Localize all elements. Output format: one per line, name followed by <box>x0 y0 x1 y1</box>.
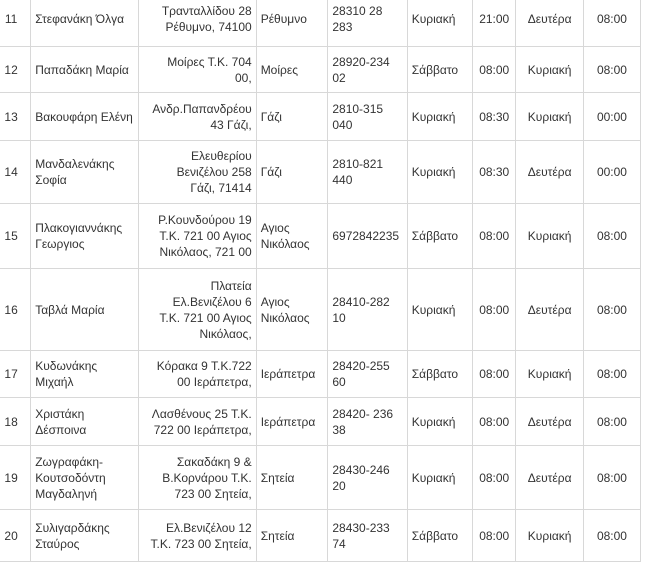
table-row <box>0 398 641 446</box>
row-number-cell: 19 <box>0 446 31 510</box>
duty-start-day-cell: Κυριακή <box>407 0 472 47</box>
pharmacist-name-cell <box>31 47 139 93</box>
duty-end-day-cell: Κυριακή <box>516 510 584 562</box>
duty-start-time-cell: 08:30 <box>473 141 516 204</box>
address-line: Νικόλαος, 721 00 <box>159 245 252 259</box>
phone-line: 2810-821 <box>332 157 384 171</box>
duty-start-day-cell: Σάββατο <box>407 351 472 398</box>
city-line: Ιεράπετρα <box>260 367 316 381</box>
duty-end-day-cell: Κυριακή <box>516 351 584 398</box>
pharmacist-name-line: Μιχαήλ <box>35 375 74 389</box>
pharmacist-name-line: Σοφία <box>35 173 67 187</box>
phone-line: 28420-255 <box>332 359 390 373</box>
city-cell <box>256 0 328 47</box>
phone-cell <box>328 398 407 446</box>
row-number-cell: 16 <box>0 269 31 351</box>
city-cell <box>256 446 328 510</box>
address-line: Ανδρ.Παπανδρέου <box>152 101 252 116</box>
pharmacist-name-cell <box>31 93 139 141</box>
address-line: Β.Κορνάρου Τ.Κ. <box>162 470 252 485</box>
address-line: Τρανταλλίδου 28 <box>161 3 252 18</box>
address-line: 723 00 Σητεία, <box>174 486 252 501</box>
phone-line: 040 <box>332 117 353 132</box>
row-number-cell: 20 <box>0 510 31 562</box>
duty-start-time-cell: 08:00 <box>473 47 516 93</box>
phone-cell <box>328 47 407 93</box>
pharmacist-name-cell <box>31 351 139 398</box>
pharmacist-name-cell <box>31 141 139 204</box>
duty-end-time-cell: 00:00 <box>583 93 640 141</box>
phone-line: 28430-246 <box>332 462 390 477</box>
duty-end-day-cell: Δευτέρα <box>516 269 584 351</box>
duty-start-day-cell: Κυριακή <box>407 269 472 351</box>
duty-start-day-cell: Σάββατο <box>407 510 472 562</box>
pharmacist-name-cell <box>31 398 139 446</box>
duty-start-day-cell: Κυριακή <box>407 93 472 141</box>
duty-end-time-cell: 08:00 <box>583 47 640 93</box>
city-line: Νικόλαος <box>260 237 310 251</box>
phone-cell <box>328 446 407 510</box>
duty-end-day-cell: Δευτέρα <box>516 0 584 47</box>
city-line: Νικόλαος <box>260 310 310 325</box>
pharmacist-name-line: Δέσποινα <box>35 422 87 437</box>
phone-line: 60 <box>332 375 346 389</box>
phone-line: 283 <box>332 19 353 34</box>
address-cell <box>139 446 256 510</box>
duty-end-time-cell: 00:00 <box>583 141 640 204</box>
city-line: Ρέθυμνο <box>260 11 307 26</box>
city-line: Σητεία <box>260 528 295 543</box>
city-line: Ιεράπετρα <box>260 414 316 429</box>
duty-end-time-cell: 08:00 <box>583 204 640 269</box>
city-line: Αγιος <box>260 221 290 235</box>
phone-line: 28430-233 <box>332 520 390 535</box>
table-row <box>0 93 641 141</box>
address-line: Λασθένους 25 Τ.Κ. <box>151 406 252 421</box>
duty-start-day-cell: Κυριακή <box>407 141 472 204</box>
duty-start-day-cell: Κυριακή <box>407 446 472 510</box>
duty-end-day-cell: Κυριακή <box>516 47 584 93</box>
address-cell <box>139 93 256 141</box>
address-line: Τ.Κ. 721 00 Αγιος <box>159 310 252 325</box>
address-line: Ρ.Κουνδούρου 19 <box>158 213 252 227</box>
phone-cell <box>328 351 407 398</box>
pharmacist-name-line: Ζωγραφάκη- <box>35 454 104 469</box>
pharmacist-name-cell <box>31 204 139 269</box>
row-number-cell: 12 <box>0 47 31 93</box>
phone-line: 28420- 236 <box>332 406 394 421</box>
duty-end-day-cell: Δευτέρα <box>516 398 584 446</box>
phone-line: 28920-234 <box>332 54 390 69</box>
address-line: 722 00 Ιεράπετρα, <box>153 422 252 437</box>
row-number-cell: 11 <box>0 0 31 47</box>
duty-end-time-cell: 08:00 <box>583 398 640 446</box>
duty-start-time-cell: 08:00 <box>473 204 516 269</box>
address-cell <box>139 47 256 93</box>
city-cell <box>256 93 328 141</box>
duty-end-day-cell: Δευτέρα <box>516 446 584 510</box>
address-line: Νικόλαος, <box>199 326 252 341</box>
phone-cell <box>328 93 407 141</box>
phone-cell <box>328 0 407 47</box>
pharmacist-name-line: Ταβλά Μαρία <box>35 302 105 317</box>
pharmacist-name-line: Γεωργιος <box>35 237 85 251</box>
address-cell <box>139 204 256 269</box>
address-line: Ρέθυμνο, 74100 <box>165 19 252 34</box>
duty-start-time-cell: 08:00 <box>473 510 516 562</box>
address-cell <box>139 141 256 204</box>
address-cell <box>139 0 256 47</box>
address-line: Γάζι, 71414 <box>190 181 252 195</box>
pharmacist-name-line: Χριστάκη <box>35 406 85 421</box>
row-number-cell: 18 <box>0 398 31 446</box>
pharmacist-name-line: Παπαδάκη Μαρία <box>35 62 129 77</box>
phone-cell <box>328 510 407 562</box>
duty-end-time-cell: 08:00 <box>583 269 640 351</box>
phone-cell <box>328 204 407 269</box>
table-row <box>0 204 641 269</box>
duty-start-time-cell: 21:00 <box>473 0 516 47</box>
phone-line: 28310 28 <box>332 3 383 18</box>
address-line: Ελ.Βενιζέλου 6 <box>172 294 252 309</box>
pharmacist-name-cell <box>31 0 139 47</box>
table-row <box>0 0 641 47</box>
city-cell <box>256 204 328 269</box>
pharmacist-name-line: Μανδαλενάκης <box>35 157 115 171</box>
duty-start-day-cell: Κυριακή <box>407 398 472 446</box>
phone-line: 02 <box>332 70 346 85</box>
address-line: Ελευθερίου <box>191 149 252 163</box>
city-cell <box>256 269 328 351</box>
duty-end-time-cell: 08:00 <box>583 0 640 47</box>
address-line: Τ.Κ. 723 00 Σητεία, <box>150 536 252 551</box>
phone-line: 28410-282 <box>332 294 390 309</box>
city-cell <box>256 398 328 446</box>
duty-start-time-cell: 08:00 <box>473 446 516 510</box>
row-number-cell: 15 <box>0 204 31 269</box>
city-line: Μοίρες <box>260 62 298 77</box>
row-number-cell: 17 <box>0 351 31 398</box>
address-line: Σακαδάκη 9 & <box>176 454 252 469</box>
city-line: Αγιος <box>260 294 290 309</box>
city-line: Γάζι <box>260 109 282 124</box>
pharmacist-name-cell <box>31 269 139 351</box>
duty-end-day-cell: Κυριακή <box>516 93 584 141</box>
address-cell <box>139 398 256 446</box>
duty-end-time-cell: 08:00 <box>583 510 640 562</box>
phone-cell <box>328 141 407 204</box>
phone-cell <box>328 269 407 351</box>
city-cell <box>256 141 328 204</box>
address-cell <box>139 510 256 562</box>
phone-line: 20 <box>332 478 346 493</box>
duty-start-time-cell: 08:30 <box>473 93 516 141</box>
duty-end-time-cell: 08:00 <box>583 351 640 398</box>
city-line: Σητεία <box>260 470 295 485</box>
city-line: Γάζι <box>260 165 282 179</box>
pharmacist-name-line: Συλιγαρδάκης <box>35 520 110 535</box>
pharmacist-name-line: Κουτσοδόντη <box>35 470 106 485</box>
table-row <box>0 141 641 204</box>
address-line: Μοίρες Τ.Κ. 704 <box>167 54 252 69</box>
phone-line: 38 <box>332 422 346 437</box>
table-row <box>0 269 641 351</box>
duty-start-time-cell: 08:00 <box>473 351 516 398</box>
duty-end-time-cell: 08:00 <box>583 446 640 510</box>
phone-line: 6972842235 <box>332 229 400 243</box>
duty-start-day-cell: Σάββατο <box>407 204 472 269</box>
pharmacist-name-line: Βακουφάρη Ελένη <box>35 109 133 124</box>
duty-start-day-cell: Σάββατο <box>407 47 472 93</box>
address-cell <box>139 351 256 398</box>
duty-end-day-cell: Κυριακή <box>516 204 584 269</box>
address-line: 00 Ιεράπετρα, <box>177 375 252 389</box>
table-row <box>0 351 641 398</box>
phone-line: 10 <box>332 310 346 325</box>
address-line: 43 Γάζι, <box>210 117 252 132</box>
pharmacist-name-line: Στεφανάκη Όλγα <box>35 11 125 26</box>
city-cell <box>256 351 328 398</box>
row-number-cell: 14 <box>0 141 31 204</box>
table-row <box>0 510 641 562</box>
address-line: Ελ.Βενιζέλου 12 <box>165 520 252 535</box>
duty-end-day-cell: Δευτέρα <box>516 141 584 204</box>
pharmacist-name-line: Πλακογιαννάκης <box>35 221 123 235</box>
pharmacist-name-line: Κυδωνάκης <box>35 359 98 373</box>
phone-line: 440 <box>332 173 353 187</box>
city-cell <box>256 47 328 93</box>
phone-line: 2810-315 <box>332 101 384 116</box>
address-line: Κόρακα 9 Τ.Κ.722 <box>156 359 252 373</box>
phone-line: 74 <box>332 536 346 551</box>
table-row <box>0 446 641 510</box>
pharmacist-name-cell <box>31 510 139 562</box>
row-number-cell: 13 <box>0 93 31 141</box>
city-cell <box>256 510 328 562</box>
pharmacist-name-cell <box>31 446 139 510</box>
address-line: Τ.Κ. 721 00 Αγιος <box>159 229 252 243</box>
pharmacist-name-line: Σταύρος <box>35 536 80 551</box>
address-line: 00, <box>235 70 252 85</box>
address-line: Βενιζέλου 258 <box>176 165 252 179</box>
address-line: Πλατεία <box>210 278 252 293</box>
duty-start-time-cell: 08:00 <box>473 398 516 446</box>
address-cell <box>139 269 256 351</box>
table-row <box>0 47 641 93</box>
pharmacist-name-line: Μαγδαληνή <box>35 486 98 501</box>
duty-start-time-cell: 08:00 <box>473 269 516 351</box>
